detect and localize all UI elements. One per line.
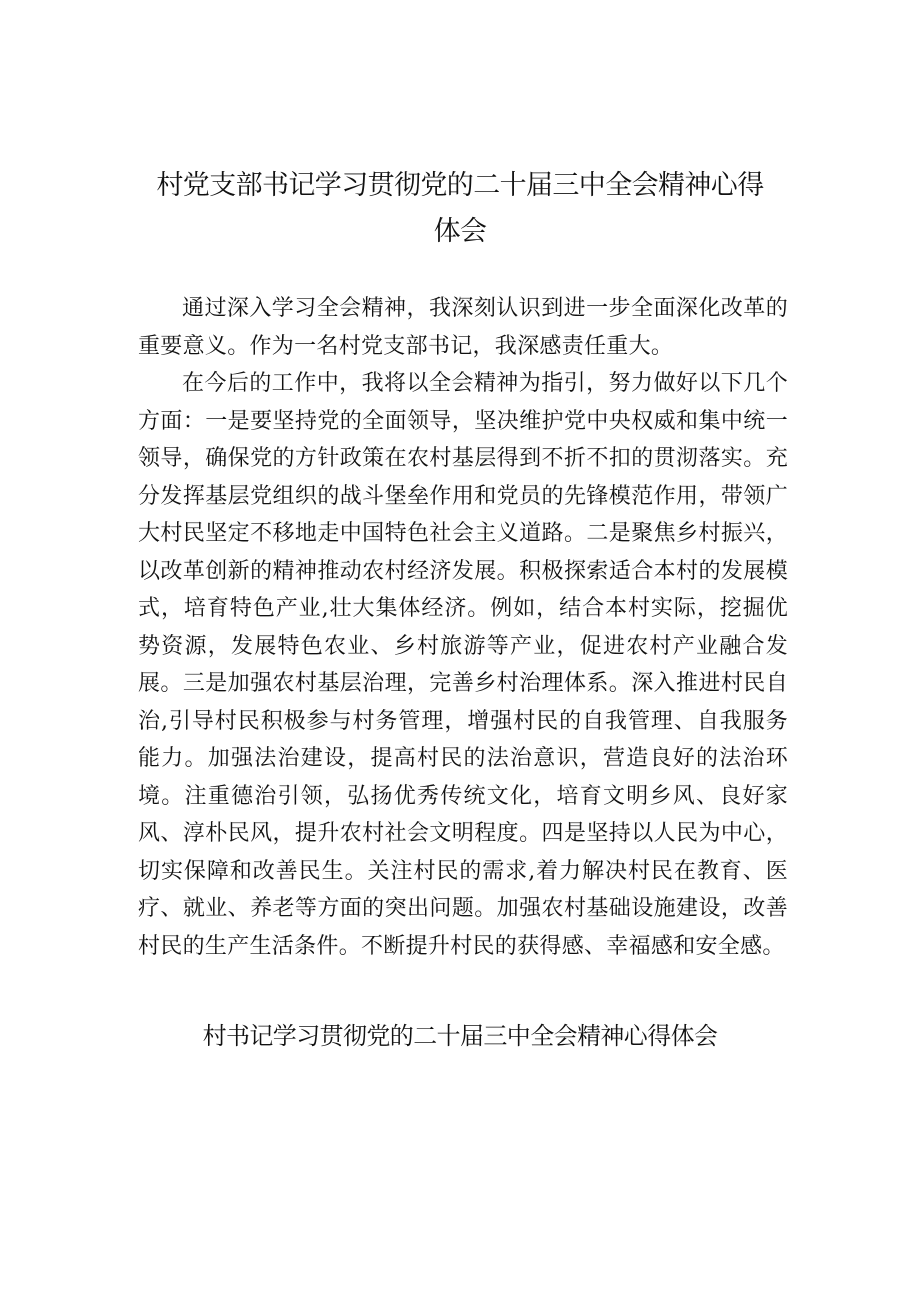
document-title-line-2: 体会: [433, 216, 487, 247]
document-title-line-1: 村党支部书记学习贯彻党的二十届三中全会精神心得: [156, 170, 764, 201]
next-article-title: 村书记学习贯彻党的二十届三中全会精神心得体会: [202, 1022, 718, 1050]
document-body: [138, 290, 788, 965]
document-title: [120, 163, 800, 255]
paragraph-1: 通过深入学习全会精神，我深刻认识到进一步全面深化改革的重要意义。作为一名村党支部书记，我深感责任重大。: [138, 296, 788, 359]
paragraph-2: 在今后的工作中，我将以全会精神为指引，努力做好以下几个方面：一是要坚持党的全面领导，坚决维护党中央权威和集中统一领导，确保党的方针政策在农村基层得到不折不扣的贯沏落实。充分发挥基层党组织的战斗堡垒作用和党员的先锋模范作用，带领广大村民坚定不移地走中国特色社会主义道路。二是聚焦乡村振兴，以改革创新的精神推动农村经济发展。积极探索适合本村的发展模式，培育特色产业,壮大集体经济。例如，结合本村实际，挖掘优势资源，发展特色农业、乡村旅游等产业，促进农村产业融合发展。三是加强农村基层治理，完善乡村治理体系。深入推进村民自治,引导村民积极参与村务管理，增强村民的自我管理、自我服务能力。加强法治建设，提高村民的法治意识，营造良好的法治环境。注重德治引领，弘扬优秀传统文化，培育文明乡风、良好家风、淳朴民风，提升农村社会文明程度。四是坚持以人民为中心，切实保障和改善民生。关注村民的需求,着力解决村民在教育、医疗、就业、养老等方面的突出问题。加强农村基础设施建设，改善村民的生产生活条件。不断提升村民的获得感、幸福感和安全感。: [138, 371, 788, 959]
